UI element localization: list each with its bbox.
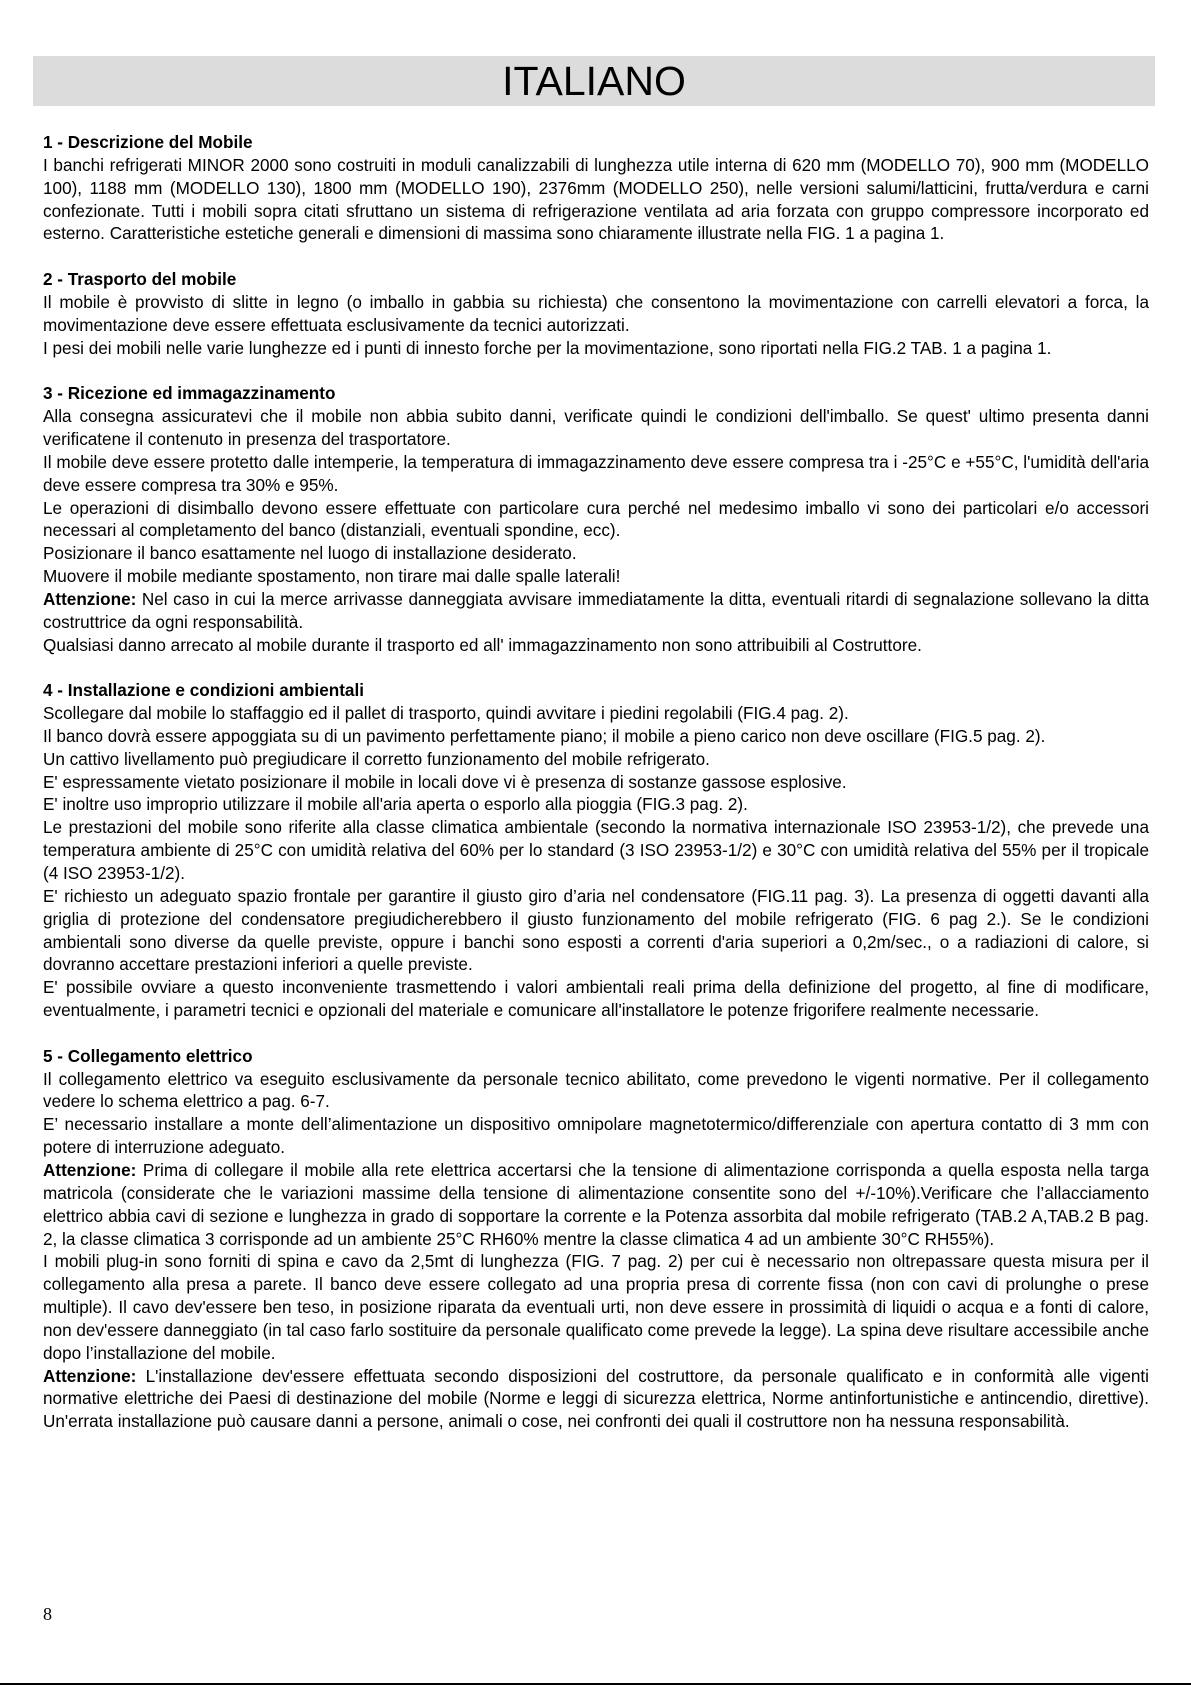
section-heading: 4 - Installazione e condizioni ambientali [43,680,364,701]
paragraph [43,702,1149,725]
paragraph [43,1365,1149,1434]
paragraph [43,497,1149,543]
paragraph-text: E' espressamente vietato posizionare il mobile in locali dove vi è presenza di sostanze gassose esplosive. [43,771,847,792]
section-heading: 3 - Ricezione ed immagazzinamento [43,383,336,404]
page-number: 8 [43,1604,52,1624]
paragraph [43,405,1149,451]
section-5 [43,1045,1149,1433]
attention-label: Attenzione: [43,1365,137,1386]
section-2 [43,268,1149,359]
paragraph [43,1113,1149,1159]
paragraph [43,291,1149,337]
paragraph [43,1250,1149,1364]
paragraph-text: Le operazioni di disimballo devono essere effettuate con particolare cura perché nel medesimo imballo vi sono dei particolari e/o accessori necessari al completamento del banco (distanziali, eventuali spondine, ecc). [43,497,1149,541]
paragraph-text: Il mobile deve essere protetto dalle intemperie, la temperatura di immagazzinamento deve essere compresa tra i -25°C e +55°C, l'umidità dell'aria deve essere compresa tra 30% e 95%. [43,451,1149,495]
paragraph-text: Il banco dovrà essere appoggiata su di un pavimento perfettamente piano; il mobile a pieno carico non deve oscillare (FIG.5 pag. 2). [43,725,1046,746]
paragraph [43,634,1149,657]
paragraph [43,337,1149,360]
paragraph [43,725,1149,748]
paragraph-text: Le prestazioni del mobile sono riferite alla classe climatica ambientale (secondo la normativa internazionale ISO 23953-1/2), che prevede una temperatura ambiente di 25°C con umidità relativa del 60% per lo standard (3 ISO 23953-1/2) e 30°C con umidità relativa del 55% per il tropicale (4 ISO 23953-1/2). [43,817,1149,883]
paragraph [43,771,1149,794]
title-banner [33,56,1155,106]
section-4 [43,679,1149,1022]
paragraph-text: I mobili plug-in sono forniti di spina e cavo da 2,5mt di lunghezza (FIG. 7 pag. 2) per cui è necessario non oltrepassare questa misura per il collegamento alla presa a parete. Il banco deve essere collegato ad una propria presa di corrente fissa (non con cavi di prolunghe o prese multiple). Il cavo dev'essere ben teso, in posizione riparata da eventuali urti, non deve essere in prossimità di liquidi o acqua e a fonti di calore, non dev'essere danneggiato (in tal caso farlo sostituire da personale qualificato come prevede la legge). La spina deve risultare accessibile anche dopo l’installazione del mobile. [43,1251,1149,1363]
paragraph-text: I pesi dei mobili nelle varie lunghezze ed i punti di innesto forche per la movimentazione, sono riportati nella FIG.2 TAB. 1 a pagina 1. [43,337,1052,358]
paragraph-text: L'installazione dev'essere effettuata secondo disposizioni del costruttore, da personale qualificato e in conformità alle vigenti normative elettriche dei Paesi di destinazione del mobile (Norme e leggi di sicurezza elettrica, Norme antinfortunistiche e antincendio, direttive). Un'errata installazione può causare danni a persone, animali o cose, nei confronti dei quali il costruttore non ha nessuna responsabilità. [43,1365,1149,1432]
paragraph-text: Prima di collegare il mobile alla rete elettrica accertarsi che la tensione di alimentazione corrisponda a quella esposta nella targa matricola (considerate che le variazioni massime della tensione di alimentazione consentite sono del +/-10%).Verificare che l’allacciamento elettrico abbia cavi di sezione e lunghezza in grado di sopportare la corrente e la Potenza assorbita dal mobile refrigerato (TAB.2 A,TAB.2 B pag. 2, la classe climatica 3 corrisponde ad un ambiente 25°C RH60% mentre la classe climatica 4 ad un ambiente 30°C RH55%). [43,1159,1150,1249]
section-heading: 5 - Collegamento elettrico [43,1045,253,1066]
section-heading: 1 - Descrizione del Mobile [43,132,253,152]
paragraph [43,565,1149,588]
paragraph-text: Muovere il mobile mediante spostamento, non tirare mai dalle spalle laterali! [43,566,621,587]
paragraph [43,816,1149,885]
paragraph-text: E’ necessario installare a monte dell’alimentazione un dispositivo omnipolare magnetotermico/differenziale con apertura contatto di 3 mm con potere di interruzione adeguato. [43,1114,1149,1158]
section-heading: 2 - Trasporto del mobile [43,269,237,290]
attention-label: Attenzione: [43,588,137,609]
section-3 [43,382,1149,656]
paragraph-text: Il mobile è provvisto di slitte in legno (o imballo in gabbia su richiesta) che consentono la movimentazione con carrelli elevatori a forca, la movimentazione deve essere effettuata esclusivamente da tecnici autorizzati. [43,291,1149,335]
paragraph-text: Alla consegna assicuratevi che il mobile non abbia subito danni, verificate quindi le condizioni dell'imballo. Se quest' ultimo presenta danni verificatene il contenuto in presenza del trasportatore. [43,406,1149,449]
paragraph [43,976,1149,1022]
paragraph-text: Nel caso in cui la merce arrivasse danneggiata avvisare immediatamente la ditta, eventuali ritardi di segnalazione sollevano la ditta costruttrice da ogni responsabilità. [43,588,1149,632]
attention-label: Attenzione: [43,1159,137,1180]
section-1 [43,131,1149,245]
paragraph-text: Scollegare dal mobile lo staffaggio ed il pallet di trasporto, quindi avvitare i piedini regolabili (FIG.4 pag. 2). [43,703,849,724]
paragraph-text: E' inoltre uso improprio utilizzare il mobile all'aria aperta o esporlo alla pioggia (FIG.3 pag. 2). [43,794,748,815]
paragraph-text: Qualsiasi danno arrecato al mobile durante il trasporto ed all' immagazzinamento non sono attribuibili al Costruttore. [43,634,922,655]
paragraph [43,885,1149,976]
paragraph-text: Un cattivo livellamento può pregiudicare il corretto funzionamento del mobile refrigerato. [43,748,710,769]
paragraph [43,588,1149,634]
paragraph [43,1159,1149,1250]
paragraph-text: E' richiesto un adeguato spazio frontale per garantire il giusto giro d’aria nel condensatore (FIG.11 pag. 3). La presenza di oggetti davanti alla griglia di protezione del condensatore pregiudicherebbero il giusto funzionamento del mobile refrigerato (FIG. 6 pag 2.). Se le condizioni ambientali sono diverse da quelle previste, oppure i banchi sono esposti a correnti d'aria superiori a 0,2m/sec., o a radiazioni di calore, si dovranno accettare prestazioni inferiori a quelle previste. [43,885,1149,975]
paragraph-text: Posizionare il banco esattamente nel luogo di installazione desiderato. [43,543,577,564]
paragraph [43,542,1149,565]
paragraph-text: Il collegamento elettrico va eseguito esclusivamente da personale tecnico abilitato, come prevedono le vigenti normative. Per il collegamento vedere lo schema elettrico a pag. 6-7. [43,1068,1149,1112]
page-title: ITALIANO [502,58,686,104]
paragraph [43,748,1149,771]
paragraph-text: I banchi refrigerati MINOR 2000 sono costruiti in moduli canalizzabili di lunghezza utile interna di 620 mm (MODELLO 70), 900 mm (MODELLO 100), 1188 mm (MODELLO 130), 1800 mm (MODELLO 190), 2376mm (MODELLO 250), nelle versioni salumi/latticini, frutta/verdura e carni confezionate. Tutti i mobili sopra citati sfruttano un sistema di refrigerazione ventilata ad aria forzata con gruppo compressore incorporato ed esterno. Caratteristiche estetiche generali e dimensioni di massima sono chiaramente illustrate nella FIG. 1 a pagina 1. [43,154,1149,244]
paragraph [43,1068,1149,1114]
paragraph [43,451,1149,497]
document-body [43,131,1149,1456]
paragraph [43,154,1149,245]
paragraph [43,793,1149,816]
paragraph-text: E' possibile ovviare a questo inconveniente trasmettendo i valori ambientali reali prima della definizione del progetto, al fine di modificare, eventualmente, i parametri tecnici e opzionali del materiale e comunicare all'installatore le potenze frigorifere realmente necessarie. [43,977,1149,1021]
